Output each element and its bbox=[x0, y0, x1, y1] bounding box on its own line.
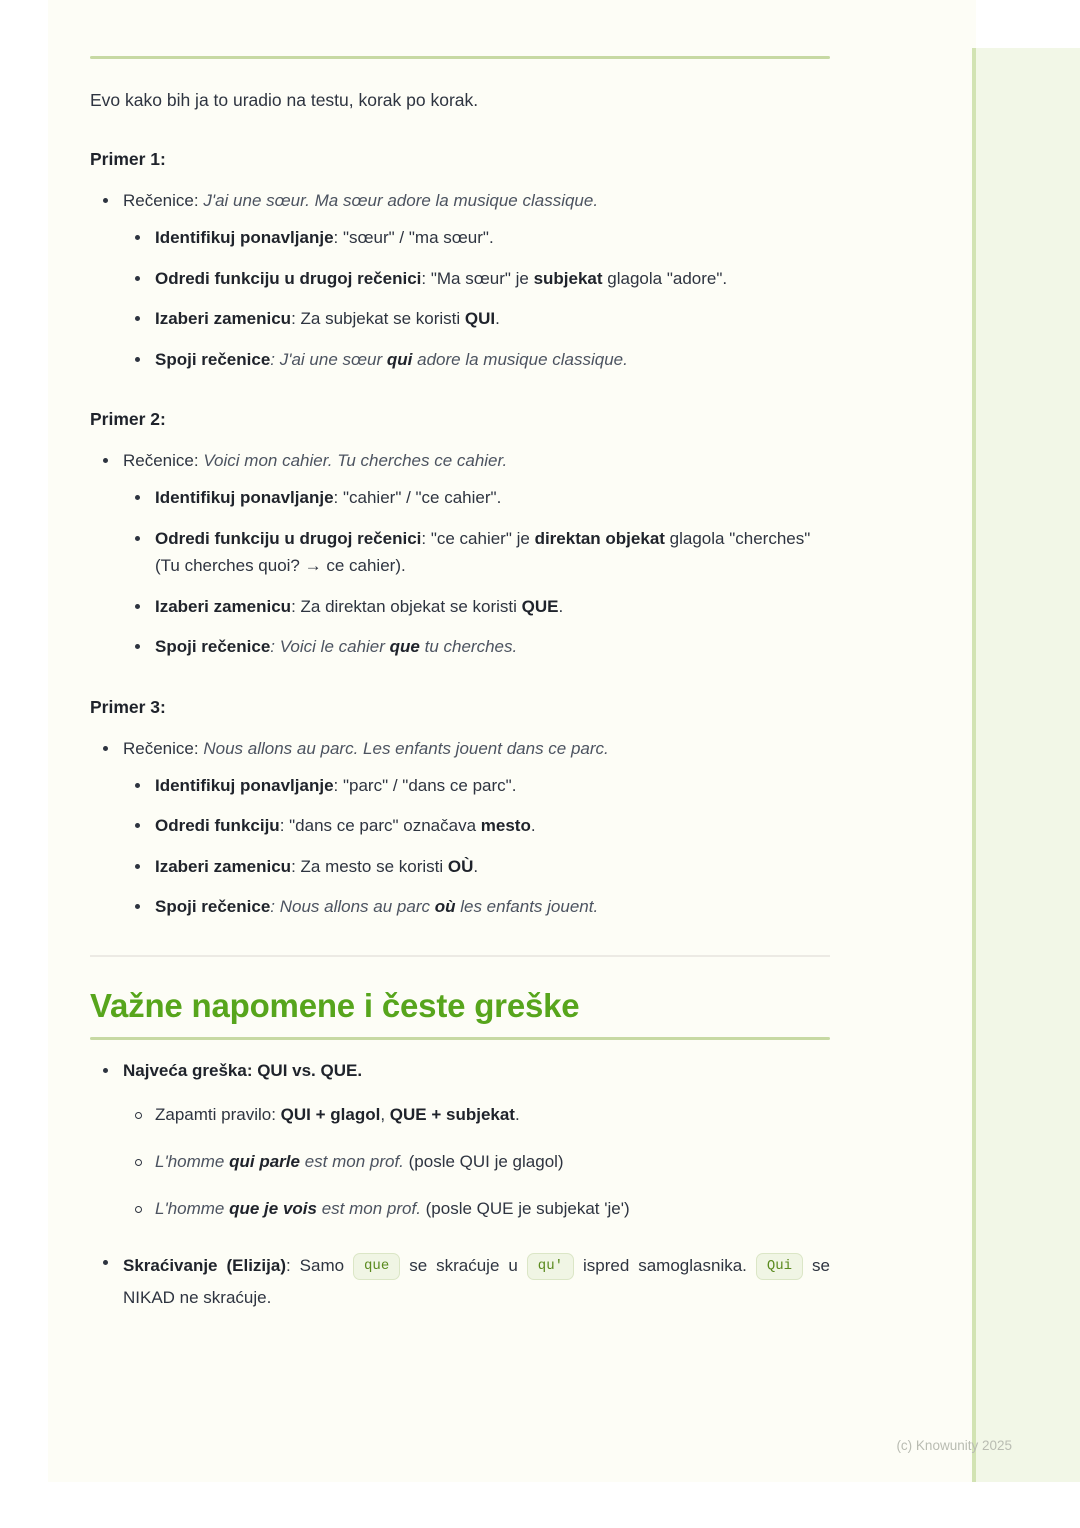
step-label: Spoji rečenice bbox=[155, 349, 271, 369]
list-item bbox=[90, 448, 830, 660]
sentences-label: Rečenice: bbox=[123, 738, 199, 758]
primer-1-list bbox=[90, 188, 830, 373]
step-text-a: : Za subjekat se koristi bbox=[291, 309, 465, 329]
step-text-b: glagola "adore". bbox=[602, 268, 728, 288]
step-italic-emphasis: qui bbox=[386, 349, 413, 369]
elision-label: Skraćivanje (Elizija) bbox=[123, 1256, 286, 1276]
step-text-b: . bbox=[473, 856, 479, 876]
example-italic-b: est mon prof. bbox=[316, 1198, 421, 1218]
step-emphasis: direktan objekat bbox=[534, 528, 665, 548]
step-emphasis: QUE bbox=[521, 596, 559, 616]
rule-text-a: Zapamti pravilo: bbox=[155, 1105, 281, 1125]
sentences-label: Rečenice: bbox=[123, 191, 199, 211]
list-item bbox=[123, 853, 830, 881]
elision-text-4: se NIKAD ne skraćuje. bbox=[123, 1256, 830, 1307]
step-italic-emphasis: où bbox=[434, 897, 456, 917]
code-chip-que: que bbox=[353, 1253, 400, 1280]
primer-3-list bbox=[90, 736, 830, 921]
code-chip-qu-apostrophe: qu' bbox=[527, 1253, 574, 1280]
step-italic-a: : Voici le cahier bbox=[270, 637, 390, 657]
step-italic-a: : Nous allons au parc bbox=[270, 897, 435, 917]
document-content bbox=[90, 0, 830, 1313]
step-label: Spoji rečenice bbox=[155, 637, 271, 657]
step-italic-b: tu cherches. bbox=[419, 637, 518, 657]
example-note: (posle QUI je glagol) bbox=[403, 1152, 564, 1171]
rule-bold-b: QUE + subjekat bbox=[389, 1105, 515, 1125]
list-item bbox=[123, 633, 830, 661]
example-italic-emphasis: que je vois bbox=[229, 1198, 317, 1218]
example-italic-emphasis: qui parle bbox=[229, 1152, 300, 1171]
primer-1-steps bbox=[123, 224, 830, 373]
step-text: : "cahier" / "ce cahier". bbox=[333, 488, 502, 508]
list-item bbox=[123, 772, 830, 800]
step-emphasis: mesto bbox=[480, 816, 531, 836]
sentences-text: Nous allons au parc. Les enfants jouent dans ce parc. bbox=[203, 738, 609, 758]
list-item bbox=[123, 346, 830, 374]
list-item bbox=[123, 484, 830, 512]
notes-list bbox=[90, 1058, 830, 1313]
notes-title-underline bbox=[90, 1037, 830, 1040]
list-item bbox=[123, 1148, 830, 1176]
primer-3-steps bbox=[123, 772, 830, 921]
sentences-text: Voici mon cahier. Tu cherches ce cahier. bbox=[203, 451, 508, 471]
mistake-bullet-text: Najveća greška: QUI vs. QUE. bbox=[123, 1060, 363, 1080]
step-label: Izaberi zamenicu bbox=[155, 596, 292, 616]
rule-bold-a: QUI + glagol bbox=[280, 1105, 381, 1125]
step-label: Identifikuj ponavljanje bbox=[155, 488, 334, 508]
list-item bbox=[90, 188, 830, 373]
primer-2-list bbox=[90, 448, 830, 660]
list-item bbox=[123, 305, 830, 333]
step-emphasis: subjekat bbox=[533, 268, 603, 288]
list-item bbox=[123, 893, 830, 921]
step-emphasis: OÙ bbox=[447, 856, 474, 876]
step-text-b: glagola "cherches" (Tu cherches quoi? → ce cahier). bbox=[155, 528, 811, 576]
list-item bbox=[123, 1101, 830, 1129]
step-text-a: : Za direktan objekat se koristi bbox=[291, 596, 522, 616]
notes-section-title: Važne napomene i česte greške bbox=[90, 986, 580, 1024]
rule-text-b: , bbox=[380, 1105, 390, 1125]
step-label: Identifikuj ponavljanje bbox=[155, 228, 334, 248]
step-italic-b: adore la musique classique. bbox=[412, 349, 628, 369]
step-label: Izaberi zamenicu bbox=[155, 309, 292, 329]
code-chip-qui: Qui bbox=[756, 1253, 803, 1280]
step-emphasis: QUI bbox=[464, 309, 496, 329]
list-item bbox=[123, 593, 830, 621]
primer-2-steps bbox=[123, 484, 830, 661]
step-text-a: : "ce cahier" je bbox=[421, 528, 535, 548]
example-note: (posle QUE je subjekat 'je') bbox=[420, 1198, 630, 1218]
list-item bbox=[123, 525, 830, 580]
step-text: : "parc" / "dans ce parc". bbox=[333, 775, 517, 795]
list-item bbox=[123, 812, 830, 840]
list-item bbox=[123, 1195, 830, 1223]
page-side-strip bbox=[972, 48, 1080, 1482]
elision-text-3: ispred samoglasnika. bbox=[574, 1256, 756, 1276]
primer-2-heading: Primer 2: bbox=[90, 409, 166, 430]
sentences-label: Rečenice: bbox=[123, 451, 199, 471]
list-item bbox=[90, 736, 830, 921]
example-italic-a: L'homme bbox=[155, 1152, 230, 1171]
list-item bbox=[123, 224, 830, 252]
list-item bbox=[123, 265, 830, 293]
example-italic-a: L'homme bbox=[155, 1198, 230, 1218]
step-italic-emphasis: que bbox=[389, 637, 420, 657]
step-text-b: . bbox=[495, 309, 500, 329]
step-text-b: . bbox=[530, 816, 536, 836]
step-label: Odredi funkciju bbox=[155, 816, 280, 836]
notes-sub-list bbox=[123, 1101, 830, 1222]
step-text-a: : "Ma sœur" je bbox=[421, 268, 534, 288]
step-text-a: : "dans ce parc" označava bbox=[279, 816, 481, 836]
step-italic-b: les enfants jouent. bbox=[455, 897, 599, 917]
elision-text-2: se skraćuje u bbox=[400, 1256, 527, 1276]
step-label: Spoji rečenice bbox=[155, 897, 271, 917]
rule-text-c: . bbox=[514, 1105, 520, 1125]
step-label: Odredi funkciju u drugoj rečenici bbox=[155, 528, 422, 548]
example-italic-b: est mon prof. bbox=[299, 1152, 404, 1171]
top-divider bbox=[90, 56, 830, 59]
step-text-a: : Za mesto se koristi bbox=[291, 856, 448, 876]
step-label: Odredi funkciju u drugoj rečenici bbox=[155, 268, 422, 288]
copyright-watermark: (c) Knowunity 2025 bbox=[896, 1438, 1012, 1453]
section-divider bbox=[90, 955, 830, 957]
step-label: Izaberi zamenicu bbox=[155, 856, 292, 876]
step-text-b: . bbox=[558, 596, 564, 616]
elision-text-1: : Samo bbox=[285, 1256, 354, 1276]
step-label: Identifikuj ponavljanje bbox=[155, 775, 334, 795]
sentences-text: J'ai une sœur. Ma sœur adore la musique classique. bbox=[203, 191, 599, 211]
primer-1-heading: Primer 1: bbox=[90, 149, 166, 170]
step-italic-a: : J'ai une sœur bbox=[270, 349, 387, 369]
intro-paragraph: Evo kako bih ja to uradio na testu, korak po korak. bbox=[90, 90, 479, 110]
list-item bbox=[90, 1250, 830, 1313]
list-item bbox=[90, 1058, 830, 1222]
step-text: : "sœur" / "ma sœur". bbox=[333, 228, 494, 248]
primer-3-heading: Primer 3: bbox=[90, 696, 166, 717]
